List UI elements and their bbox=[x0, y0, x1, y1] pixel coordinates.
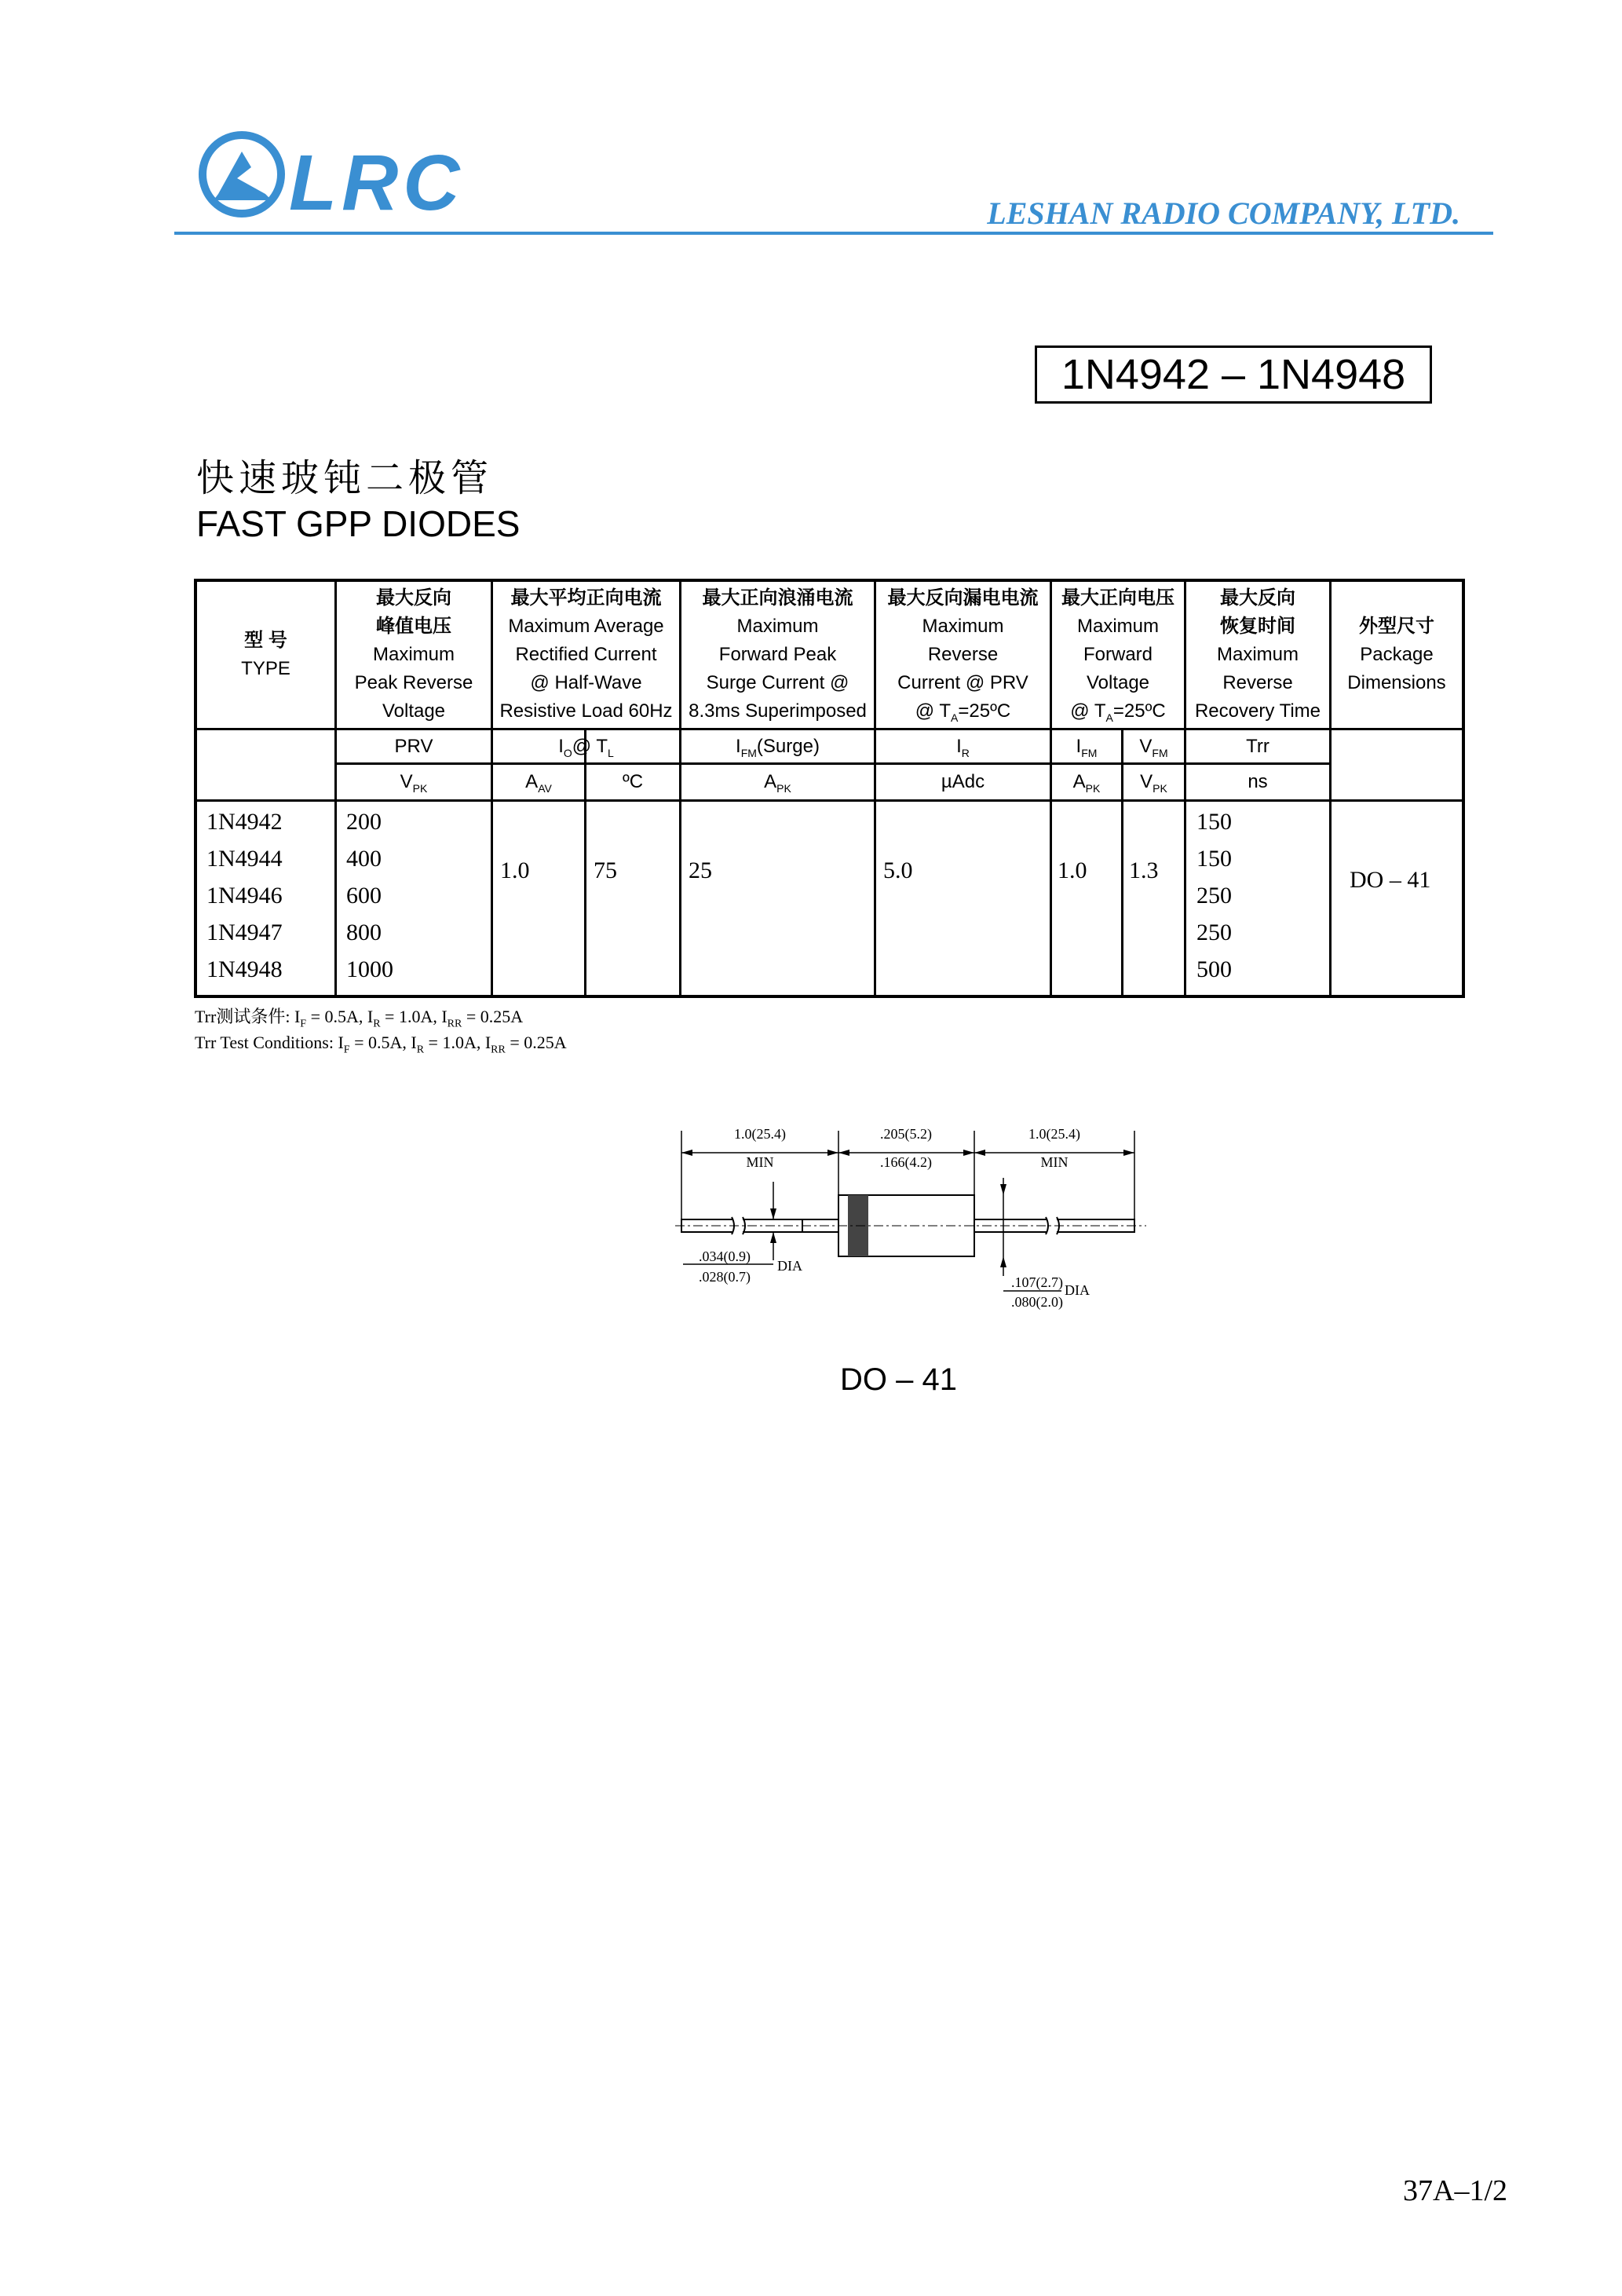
dim-lead-dia-label: DIA bbox=[777, 1258, 802, 1274]
symbol-ifm: $I_{FM}$ bbox=[1076, 735, 1098, 759]
part-range-box: 1N4942 – 1N4948 bbox=[1035, 345, 1432, 404]
unit-ifm: $A_{PK}$ bbox=[1072, 771, 1101, 795]
prv-column bbox=[346, 803, 393, 988]
spec-table bbox=[194, 579, 1465, 998]
package-caption: DO – 41 bbox=[840, 1362, 957, 1397]
symbol-ifsm: $I_{FM}(Surge)$ bbox=[736, 735, 820, 759]
page-number: 37A–1/2 bbox=[1403, 2174, 1507, 2207]
unit-io: $A_{AV}$ bbox=[525, 771, 552, 795]
company-name: LESHAN RADIO COMPANY, LTD. bbox=[987, 196, 1460, 231]
dim-body-dia-min: .080(2.0) bbox=[1011, 1294, 1063, 1310]
unit-ifsm: $A_{PK}$ bbox=[764, 771, 791, 795]
dim-body-dia-label: DIA bbox=[1065, 1282, 1090, 1298]
test-conditions-en: Trr Test Conditions: $I_F = 0.5A$, $I_R = 1.0A$, $I_{RR} = 0.25A$ bbox=[195, 1033, 567, 1056]
dim-body-length-min: .166(4.2) bbox=[880, 1154, 932, 1170]
dim-lead-dia-max: .034(0.9) bbox=[699, 1249, 751, 1264]
table-row-type: 1N4944 bbox=[206, 846, 283, 872]
value-io: 1.0 bbox=[500, 857, 530, 883]
table-divider bbox=[197, 799, 1462, 802]
unit-ir: µAdc bbox=[941, 771, 985, 792]
header-ir: 最大反向漏电电流 Maximum Reverse Current @ PRV @ $T_A=25ºC$ bbox=[887, 587, 1039, 724]
header-type: 型 号 TYPE bbox=[241, 630, 290, 679]
table-row-prv: 800 bbox=[346, 919, 382, 945]
value-vfm: 1.3 bbox=[1129, 857, 1159, 883]
header-rule bbox=[174, 232, 1493, 235]
header-io: 最大平均正向电流 Maximum Average Rectified Current @ Half-Wave Resistive Load 60Hz bbox=[499, 587, 673, 722]
value-tl: 75 bbox=[594, 857, 617, 883]
header-vf: 最大正向电压 Maximum Forward Voltage @ $T_A=25ºC$ bbox=[1061, 587, 1174, 724]
table-row-trr: 250 bbox=[1196, 919, 1232, 945]
dim-lead-length-left: 1.0(25.4) bbox=[734, 1126, 786, 1142]
header-package: 外型尺寸 Package Dimensions bbox=[1347, 616, 1446, 693]
value-ir: 5.0 bbox=[883, 857, 913, 883]
table-row-type: 1N4946 bbox=[206, 883, 283, 909]
table-row-prv: 400 bbox=[346, 846, 382, 872]
table-row-trr: 500 bbox=[1196, 956, 1232, 982]
header-ifsm: 最大正向浪涌电流 Maximum Forward Peak Surge Current @ 8.3ms Superimposed bbox=[689, 587, 867, 722]
test-conditions-cn: Trr测试条件: $I_F = 0.5A$, $I_R = 1.0A$, $I_{RR} = 0.25A$ bbox=[195, 1007, 524, 1030]
symbol-trr: Trr bbox=[1246, 735, 1269, 757]
table-row-prv: 600 bbox=[346, 883, 382, 909]
lrc-logo bbox=[196, 130, 479, 232]
dim-lead-min-left: MIN bbox=[746, 1154, 774, 1170]
unit-prv: $V_{PK}$ bbox=[400, 771, 428, 795]
title-chinese: 快速玻钝二极管 bbox=[196, 458, 494, 499]
logo-text: LRC bbox=[289, 139, 465, 227]
table-row-trr: 150 bbox=[1196, 809, 1232, 835]
title-english: FAST GPP DIODES bbox=[196, 503, 521, 544]
table-row-type: 1N4947 bbox=[206, 919, 283, 945]
value-package: DO – 41 bbox=[1350, 867, 1431, 893]
symbol-ir: $I_R$ bbox=[956, 735, 970, 759]
table-row-prv: 1000 bbox=[346, 956, 393, 982]
symbol-vfm: $V_{FM}$ bbox=[1139, 735, 1168, 759]
symbol-prv: PRV bbox=[394, 735, 433, 757]
do41-package-drawing bbox=[628, 1115, 1178, 1335]
value-ifm: 1.0 bbox=[1058, 857, 1087, 883]
table-row-trr: 250 bbox=[1196, 883, 1232, 909]
dim-body-length-max: .205(5.2) bbox=[880, 1126, 932, 1142]
table-row-type: 1N4948 bbox=[206, 956, 283, 982]
value-ifsm: 25 bbox=[689, 857, 712, 883]
header-trr: 最大反向 恢复时间 Maximum Reverse Recovery Time bbox=[1194, 587, 1321, 722]
trr-column bbox=[1196, 803, 1232, 988]
dim-lead-length-right: 1.0(25.4) bbox=[1028, 1126, 1080, 1142]
header-prv: 最大反向 峰值电压 Maximum Peak Reverse Voltage bbox=[354, 587, 473, 722]
dim-lead-min-right: MIN bbox=[1040, 1154, 1069, 1170]
table-row-prv: 200 bbox=[346, 809, 382, 835]
symbol-io: $I_O@$ $T_L$ bbox=[558, 735, 614, 759]
unit-vfm: $V_{PK}$ bbox=[1140, 771, 1167, 795]
unit-trr: ns bbox=[1248, 771, 1268, 792]
table-row-trr: 150 bbox=[1196, 846, 1232, 872]
dim-lead-dia-min: .028(0.7) bbox=[699, 1269, 751, 1285]
unit-tl: ºC bbox=[622, 771, 644, 792]
type-column bbox=[206, 803, 283, 988]
dim-body-dia-max: .107(2.7) bbox=[1011, 1274, 1063, 1290]
table-row-type: 1N4942 bbox=[206, 809, 283, 835]
